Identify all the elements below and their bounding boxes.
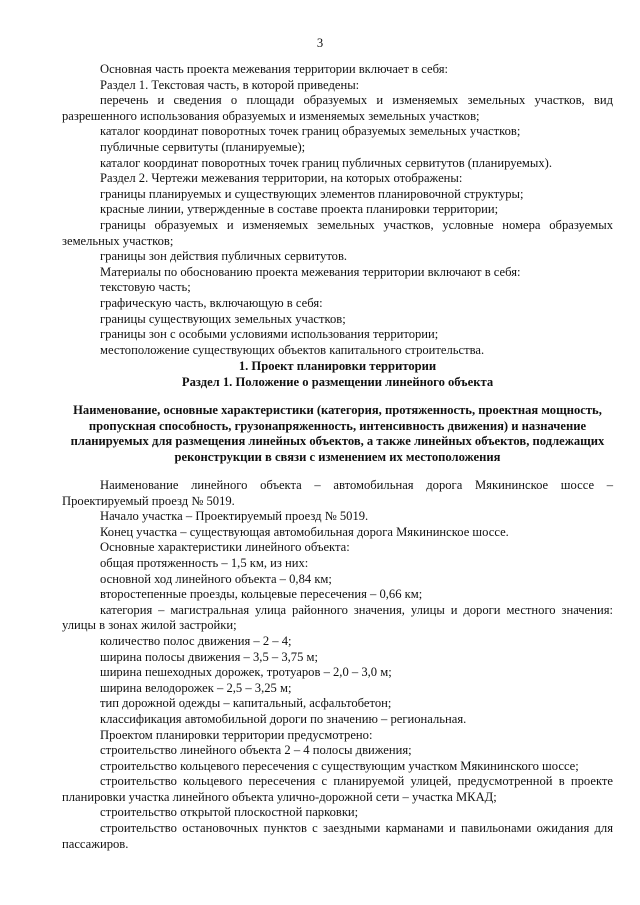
project-contents-section [62,62,613,358]
paragraph: Основная часть проекта межевания территории включает в себя: [100,62,448,76]
paragraph: каталог координат поворотных точек границ образуемых земельных участков; [100,124,521,139]
paragraph: второстепенные проезды, кольцевые пересечения – 0,66 км; [100,587,423,602]
heading-line-2: Раздел 1. Положение о размещении линейного объекта [181,374,494,389]
paragraph: классификация автомобильной дороги по значению – региональная. [100,711,467,726]
paragraph: количество полос движения – 2 – 4; [100,633,292,648]
paragraph: Материалы по обоснованию проекта межевания территории включают в себя: [100,264,521,279]
paragraph: перечень и сведения о площади образуемых и изменяемых земельных участков, вид разрешенного использования образуемых и изменяемых земельных участков; [62,93,613,123]
paragraph: Раздел 1. Текстовая часть, в которой приведены: [100,77,360,92]
paragraph: ширина велодорожек – 2,5 – 3,25 м; [100,680,292,695]
section-heading [62,359,613,390]
paragraph: Основные характеристики линейного объекта: [100,540,350,555]
paragraph: строительство линейного объекта 2 – 4 полосы движения; [100,743,412,758]
paragraph: общая протяженность – 1,5 км, из них: [100,555,309,570]
subheading [62,403,613,465]
paragraph: ширина пешеходных дорожек, тротуаров – 2,0 – 3,0 м; [100,665,392,680]
paragraph: границы зон с особыми условиями использования территории; [100,327,439,342]
page-number: 3 [316,36,324,50]
linear-object-section [62,478,613,852]
heading-line-1: 1. Проект планировки территории [238,359,437,373]
subheading-text: Наименование, основные характеристики (категория, протяженность, проектная мощность, пропускная способность, грузонапряженность, интенсивность движения) и назначение планируемых для размещения линейных объектов, а также линейных объектов, подлежащих реконструкции в связи с изменением их местоположения [70,403,605,464]
paragraph: границы планируемых и существующих элементов планировочной структуры; [100,186,524,201]
paragraph: строительство остановочных пунктов с заездными карманами и павильонами ожидания для пассажиров. [62,821,613,851]
paragraph: Начало участка – Проектируемый проезд № 5019. [100,509,369,524]
paragraph: Раздел 2. Чертежи межевания территории, на которых отображены: [100,171,463,186]
paragraph: основной ход линейного объекта – 0,84 км; [100,571,332,586]
paragraph: категория – магистральная улица районного значения, улицы и дороги местного значения: улицы в зонах жилой застройки; [62,602,613,633]
paragraph: местоположение существующих объектов капитального строительства. [100,342,485,357]
paragraph: строительство кольцевого пересечения с планируемой улицей, предусмотренной в проекте планировки участка линейного объекта улично-дорожной сети – участка МКАД; [62,774,613,804]
paragraph: текстовую часть; [100,280,191,295]
paragraph: границы зон действия публичных сервитутов. [100,249,348,264]
paragraph: строительство кольцевого пересечения с существующим участком Мякининского шоссе; [100,758,579,773]
paragraph: границы существующих земельных участков; [100,311,346,326]
paragraph: Наименование линейного объекта – автомобильная дорога Мякининское шоссе – Проектируемый проезд № 5019. [62,478,613,508]
paragraph: тип дорожной одежды – капитальный, асфальтобетон; [100,696,392,711]
paragraph: красные линии, утвержденные в составе проекта планировки территории; [100,202,499,217]
paragraph: границы образуемых и изменяемых земельных участков, условные номера образуемых земельных участков; [62,217,613,248]
paragraph: публичные сервитуты (планируемые); [100,139,306,154]
paragraph: Проектом планировки территории предусмотрено: [100,727,373,742]
paragraph: каталог координат поворотных точек границ публичных сервитутов (планируемых). [100,155,552,170]
paragraph: графическую часть, включающую в себя: [100,295,323,310]
paragraph: Конец участка – существующая автомобильная дорога Мякининское шоссе. [100,524,509,539]
paragraph: ширина полосы движения – 3,5 – 3,75 м; [100,649,318,664]
paragraph: строительство открытой плоскостной парковки; [100,805,359,820]
